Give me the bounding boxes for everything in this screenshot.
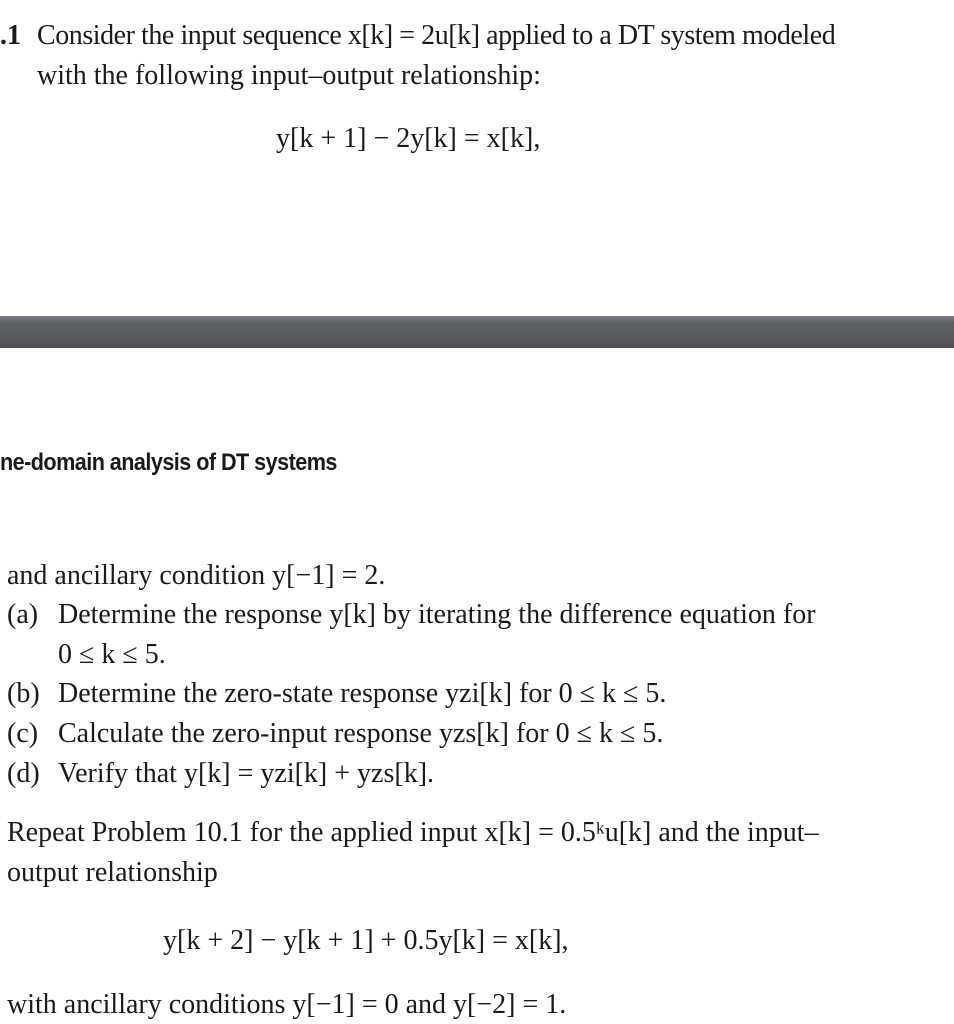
problem-1-line-2: with the following input–output relationship: [37, 60, 541, 91]
problem-2-equation: y[k + 2] − y[k + 1] + 0.5y[k] = x[k], [163, 925, 569, 956]
problem-1-line-1: Consider the input sequence x[k] = 2u[k] applied to a DT system modeled [37, 20, 836, 51]
ancillary-condition: and ancillary condition y[−1] = 2. [7, 560, 386, 591]
part-label-a: (a) [7, 599, 39, 630]
section-heading: ne-domain analysis of DT systems [0, 449, 337, 476]
part-b-text: Determine the zero-state response yzi[k] for 0 ≤ k ≤ 5. [58, 678, 667, 709]
part-label-b: (b) [7, 678, 40, 709]
part-a-line-2: 0 ≤ k ≤ 5. [58, 639, 166, 670]
part-a-line-1: Determine the response y[k] by iterating the difference equation for [58, 599, 816, 630]
problem-1-equation: y[k + 1] − 2y[k] = x[k], [276, 123, 541, 154]
part-d-text: Verify that y[k] = yzi[k] + yzs[k]. [58, 758, 435, 789]
part-label-c: (c) [7, 718, 39, 749]
problem-2-line-2: output relationship [7, 857, 218, 888]
problem-2-line-1: Repeat Problem 10.1 for the applied input x[k] = 0.5ᵏu[k] and the input– [7, 817, 819, 848]
problem-2-ancillary: with ancillary conditions y[−1] = 0 and y[−2] = 1. [7, 989, 567, 1020]
part-label-d: (d) [7, 758, 40, 789]
problem-number: .1 [0, 20, 21, 51]
part-c-text: Calculate the zero-input response yzs[k] for 0 ≤ k ≤ 5. [58, 718, 664, 749]
page-divider [0, 316, 954, 348]
